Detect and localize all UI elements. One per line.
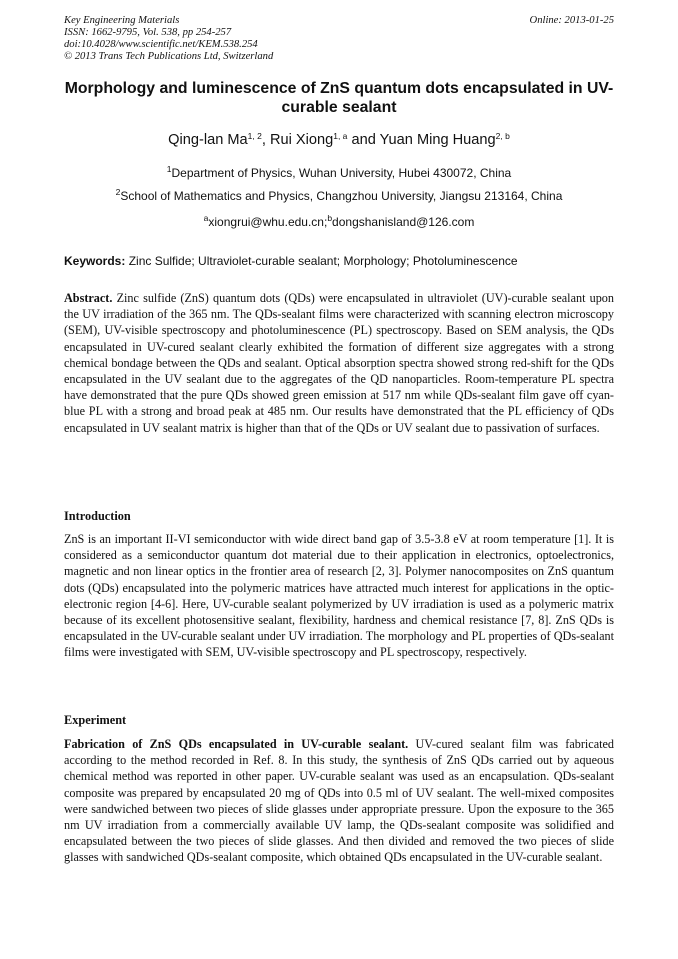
journal-name: Key Engineering Materials [64,15,180,26]
author-name: Yuan Ming Huang [379,132,496,148]
affiliation-text: Department of Physics, Wuhan University, Hubei 430072, China [171,166,512,180]
author-name: Rui Xiong [269,132,334,148]
email-line [64,215,614,229]
author-name: Qing-lan Ma [168,132,248,148]
affiliation-1 [64,166,614,180]
author-affiliation-mark: 1, 2 [247,131,262,141]
abstract-text: Zinc sulfide (ZnS) quantum dots (QDs) were encapsulated in ultraviolet (UV)-curable sealant upon the UV irradiation of the 365 nm. The QDs-sealant films were characterized with scanning electron microscopy (SEM), UV-visible spectroscopy and photoluminescence (PL) spectroscopy. Based on SEM analysis, the QDs encapsulated in UV-cured sealant clearly exhibited the formation of different size aggregates with a strong chemical bondage between the QDs and sealant. Optical absorption spectra showed strong red-shift for the QDs encapsulated in the UV sealant due to the aggregates of the QD nanoparticles. Room-temperature PL spectra have demonstrated that the pure QDs showed green emission at 517 nm while QDs-sealant film gave off cyan-blue PL with a strong and broad peak at 485 nm. Our results have demonstrated that the PL efficiency of QDs encapsulated in UV sealant matrix is higher than that of the QDs or UV sealant due to passivation of surfaces. [64,291,614,435]
email-mark: b [327,213,333,223]
experiment-subheading: Fabrication of ZnS QDs encapsulated in UV-curable sealant. [64,737,409,751]
paper-title: Morphology and luminescence of ZnS quantum dots encapsulated in UV-curable sealant [64,80,614,116]
affiliation-mark: 2 [115,187,121,197]
author-affiliation-mark: 1, a [333,131,348,141]
section-heading-introduction: Introduction [64,509,131,523]
online-date: Online: 2013-01-25 [529,15,614,26]
author-separator: , [261,132,270,148]
abstract [64,290,614,436]
email-link[interactable]: dongshanisland@126.com [332,215,475,229]
introduction-paragraph: ZnS is an important II-VI semiconductor with wide direct band gap of 3.5-3.8 eV at room temperature [1]. It is considered as a semiconductor quantum dot material due to their application in electronics, optoelectronics, magnetic and non linear optics in the frontier area of research [2, 3]. Polymer nanocomposites on ZnS quantum dots (QDs) encapsulated into the polymeric matrices have attracted much interest for applications in the optic-electronic region [4-6]. Here, UV-curable sealant polymerized by UV irradiation is used as a polymeric matrix because of its excellent photosensitive sealant, flexibility, hardness and chemical resistance [7, 8]. ZnS QDs is encapsulated in the UV-curable sealant under UV irradiation. The morphology and PL properties of QDs-sealant films were investigated with SEM, UV-visible spectroscopy and PL spectroscopy, respectively. [64,532,614,660]
author-separator: and [347,132,380,148]
affiliation-mark: 1 [166,164,172,174]
keywords [64,254,614,268]
experiment-paragraph [64,736,614,866]
doi-line: doi:10.4028/www.scientific.net/KEM.538.254 [64,39,258,50]
experiment-text: UV-cured sealant film was fabricated according to the method recorded in Ref. 8. In this study, the synthesis of ZnS QDs carried out by aqueous chemical method was reported in other paper. UV-curable sealant was used as an encapsulation. QDs-sealant composite was prepared by encapsulated 20 mg of QDs into 0.5 ml of UV sealant. The well-mixed composites were sandwiched between two pieces of slide glasses under appropriate pressure. Upon the exposure to the 365 nm UV irradiation from a commercially available UV lamp, the QDs-sealant composite was solidified and encapsulated between the two pieces of slide glasses. And then divided and removed the two pieces of slide glasses with sandwiched QDs-sealant composite, which obtained QDs encapsulated in the UV-curable sealant. [64,737,615,865]
copyright-line: © 2013 Trans Tech Publications Ltd, Switzerland [64,51,274,62]
email-link[interactable]: xiongrui@whu.edu.cn; [208,215,328,229]
author-affiliation-mark: 2, b [495,131,510,141]
affiliation-2 [64,189,614,203]
section-heading-experiment: Experiment [64,713,127,727]
author-list [64,132,614,148]
running-header [64,15,614,63]
abstract-label: Abstract. [64,291,113,305]
keywords-label: Keywords: [64,254,126,268]
issn-line: ISSN: 1662-9795, Vol. 538, pp 254-257 [64,27,232,38]
email-mark: a [203,213,209,223]
affiliation-text: School of Mathematics and Physics, Changzhou University, Jiangsu 213164, China [120,189,563,203]
keywords-text: Zinc Sulfide; Ultraviolet-curable sealant; Morphology; Photoluminescence [125,254,518,268]
